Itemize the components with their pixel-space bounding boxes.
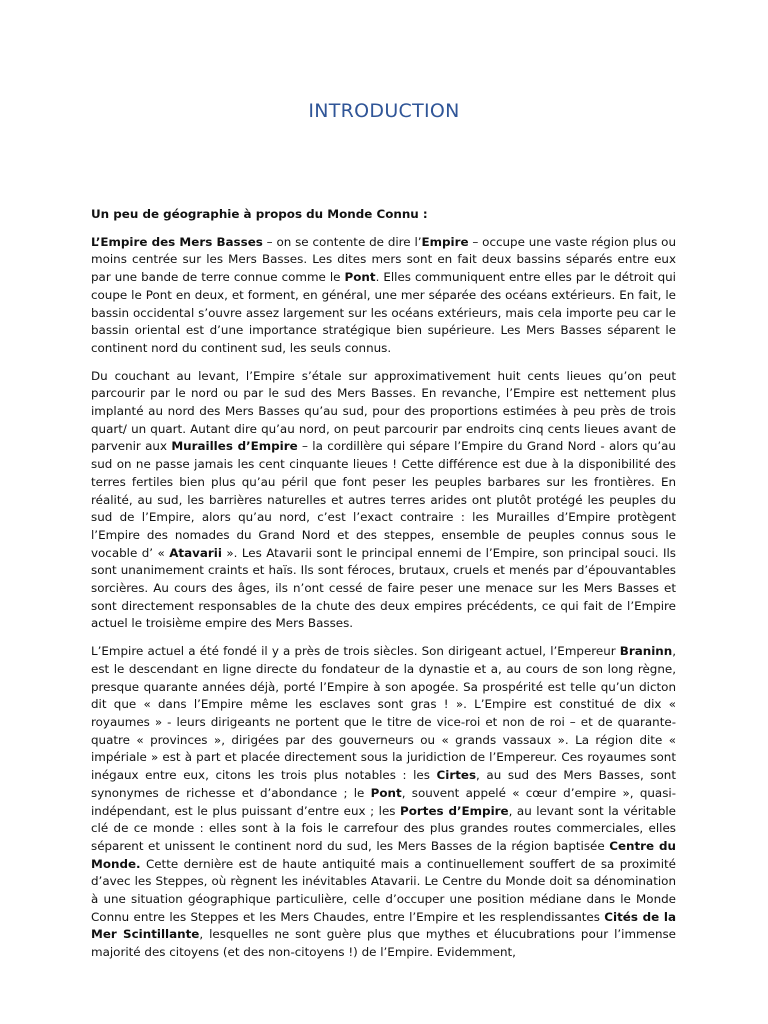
text-run: – la cordillère qui sépare l’Empire du Grand Nord - alors qu’au sud on ne passe jamais les cent cinquante lieues ! Cette différence est due à la disponibilité des terres fertiles bien plus qu’au péril que font peser les peuples barbares sur les frontières. En réalité, au sud, les barrières naturelles et autres terres arides ont plutôt protégé les peuples du sud de l’Empire, alors qu’au nord, c’est l’exact contraire : les Murailles d’Empire protègent l’Empire des nomades du Grand Nord et des steppes, ensemble de peuples connus sous le vocable d’ «: [91, 439, 676, 560]
text-run: L’Empire actuel a été fondé il y a près de trois siècles. Son dirigeant actuel, l’Empereur: [91, 644, 620, 659]
bold-term: Pont: [344, 270, 376, 285]
page-title: INTRODUCTION: [308, 100, 460, 122]
bold-term: Cirtes: [436, 768, 477, 783]
text-run: ». Les Atavarii sont le principal ennemi de l’Empire, son principal souci. Ils sont unanimement craints et haïs. Ils sont féroces, brutaux, cruels et menés par d’épouvantables sorcières. Au cours des âges, ils n’ont cessé de faire peser une menace sur les Mers Basses et sont directement responsables de la chute des deux empires précédents, ce qui fait de l’Empire actuel le troisième empire des Mers Basses.: [91, 545, 676, 631]
paragraph-empire-history: [91, 643, 676, 962]
bold-term: Braninn: [619, 644, 673, 659]
document-body: [91, 206, 676, 972]
bold-term: Pont: [370, 785, 402, 800]
bold-term: L’Empire des Mers Basses: [91, 234, 263, 249]
bold-term: Centre du Monde.: [91, 838, 676, 871]
text-run: , au sud des Mers Basses, sont synonymes de richesse et d’abondance ; le: [91, 768, 676, 800]
text-run: – occupe une vaste région plus ou moins centrée sur les Mers Basses. Les dites mers sont en fait deux bassins séparés entre eux par une bande de terre connue comme le: [91, 234, 676, 285]
paragraph-empire-extent: [91, 368, 676, 634]
text-run: , au levant sont la véritable clé de ce monde : elles sont à la fois le carrefour des plus grandes routes commerciales, elles séparent et unissent le continent nord du sud, les Mers Basses de la région baptisée: [91, 803, 677, 853]
bold-term: Empire: [421, 234, 469, 249]
bold-term: Atavarii: [169, 545, 222, 560]
bold-term: Cités de la Mer Scintillante: [91, 909, 676, 942]
text-run: . Elles communiquent entre elles par le détroit qui coupe le Pont en deux, et forment, en général, une mer séparée des océans extérieurs. En fait, le bassin occidental s’ouvre assez largement sur les océans extérieurs, mais cela importe peu car le bassin oriental est d’une importance stratégique bien supérieure. Les Mers Basses séparent le continent nord du continent sud, les seuls connus.: [91, 270, 676, 355]
text-run: – on se contente de dire l’: [262, 234, 422, 249]
text-run: , est le descendant en ligne directe du fondateur de la dynastie et a, au cours de son long règne, presque quarante années déjà, porté l’Empire à son apogée. Sa prospérité est telle qu’un dicton dit que « dans l’Empire même les esclaves sont gras ! ». L’Empire est constitué de dix « royaumes » - leurs dirigeants ne portent que le titre de vice-roi et non de roi – et de quarante-quatre « provinces », dirigées par des gouverneurs ou « grands vassaux ». La région dite « impériale » est à part et placée directement sous la juridiction de l’Empereur. Ces royaumes sont inégaux entre eux, citons les trois plus notables : les: [91, 644, 676, 783]
text-run: Du couchant au levant, l’Empire s’étale sur approximativement huit cents lieues qu’on peut parcourir par le nord ou par le sud des Mers Basses. En revanche, l’Empire est nettement plus implanté au nord des Mers Basses qu’au sud, pour des proportions estimées à peu près de trois quart/ un quart. Autant dire qu’au nord, on peut parcourir par endroits cinq cents lieues avant de parvenir aux: [91, 368, 676, 454]
section-heading: Un peu de géographie à propos du Monde Connu :: [91, 207, 428, 221]
text-run: , souvent appelé « cœur d’empire », quasi-indépendant, est le plus puissant d’entre eux ; les: [91, 785, 676, 818]
text-run: , lesquelles ne sont guère plus que mythes et élucubrations pour l’immense majorité des citoyens (et des non-citoyens !) de l’Empire. Evidemment,: [91, 927, 676, 960]
paragraph-empire-overview: [91, 234, 676, 358]
bold-term: Murailles d’Empire: [171, 439, 298, 454]
text-run: Cette dernière est de haute antiquité mais a continuellement souffert de sa proximité d’avec les Steppes, où règnent les inévitables Atavarii. Le Centre du Monde doit sa dénomination à une situation géographique particulière, celle d’occuper une position médiane dans le Monde Connu entre les Steppes et les Mers Chaudes, entre l’Empire et les resplendissantes: [91, 856, 676, 924]
bold-term: Portes d’Empire: [400, 803, 509, 818]
